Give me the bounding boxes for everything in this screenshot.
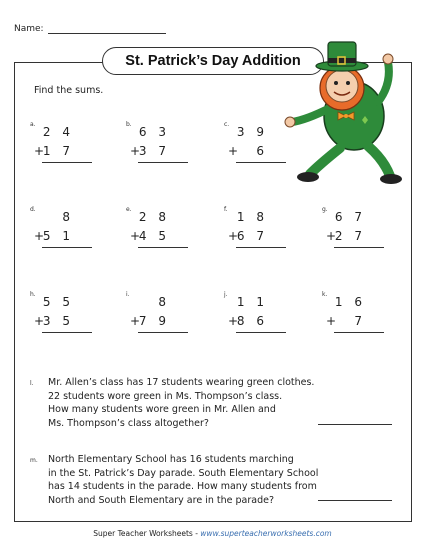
addend-bottom: 4 5 [138,229,170,243]
footer-url-link[interactable]: www.superteacherworksheets.com [200,529,332,538]
problem-letter: b. [126,121,132,128]
addend-top: 2 8 [138,210,170,224]
plus-sign: + [227,229,238,243]
word-problem-line: 22 students wore green in Ms. Thompson’s class. [48,390,283,402]
addition-problem [322,291,392,341]
problem-letter: m. [30,457,38,464]
addend-top: 1 8 [236,210,268,224]
plus-sign: + [33,314,44,328]
sum-line [334,247,384,248]
problem-letter: h. [30,291,36,298]
addend-bottom: 3 7 [138,144,170,158]
addend-top: 6 3 [138,125,170,139]
sum-line [42,332,92,333]
sum-line [42,247,92,248]
addend-top: 8 [158,295,170,309]
sum-line [138,247,188,248]
addition-problem [126,206,196,256]
addend-top: 6 7 [334,210,366,224]
plus-sign: + [33,144,44,158]
word-problem-line: How many students wore green in Mr. Allen and [48,404,276,415]
sum-line [334,332,384,333]
addition-problem [224,291,294,341]
plus-sign: + [129,314,140,328]
addend-bottom: 7 9 [138,314,170,328]
instructions: Find the sums. [34,85,104,96]
plus-sign: + [129,229,140,243]
addend-top: 3 9 [236,125,268,139]
addend-top: 2 4 [42,125,74,139]
addend-top: 1 6 [334,295,366,309]
problem-letter: f. [224,206,228,213]
addend-top: 1 1 [236,295,268,309]
footer [0,529,425,538]
plus-sign: + [325,229,336,243]
addition-problem [322,206,392,256]
plus-sign: + [129,144,140,158]
worksheet-title: St. Patrick’s Day Addition [102,47,324,75]
word-problem-line: Mr. Allen’s class has 17 students wearing green clothes. [48,377,315,388]
addition-problem [224,121,294,171]
addend-bottom: 8 6 [236,314,268,328]
sum-line [236,332,286,333]
addition-problem [126,121,196,171]
problem-letter: d. [30,206,36,213]
plus-sign: + [33,229,44,243]
problem-letter: a. [30,121,36,128]
problem-letter: c. [224,121,230,128]
problem-letter: j. [224,291,228,298]
addend-bottom: 5 1 [42,229,74,243]
leprechaun-illustration [280,36,410,196]
addend-bottom: 3 5 [42,314,74,328]
addend-top: 8 [62,210,74,224]
sum-line [236,247,286,248]
plus-sign: + [227,144,238,158]
problem-letter: i. [126,291,130,298]
addend-top: 5 5 [42,295,74,309]
problem-letter: l. [30,380,34,387]
addition-problem [30,291,100,341]
addend-bottom: 7 [354,314,366,328]
word-problem-line: in the St. Patrick’s Day parade. South Elementary School [48,467,319,479]
addition-problem [30,121,100,171]
sum-line [138,162,188,163]
addend-bottom: 6 7 [236,229,268,243]
plus-sign: + [325,314,336,328]
addend-bottom: 1 7 [42,144,74,158]
addend-bottom: 2 7 [334,229,366,243]
name-label: Name: [14,24,44,34]
footer-separator: - [192,529,201,538]
word-problem-line: North and South Elementary are in the parade? [48,494,274,506]
footer-brand: Super Teacher Worksheets [93,529,193,538]
problem-letter: g. [322,206,328,213]
answer-line [318,500,392,501]
addition-problem [126,291,196,341]
sum-line [42,162,92,163]
problem-letter: e. [126,206,132,213]
addend-bottom: 6 [256,144,268,158]
plus-sign: + [227,314,238,328]
sum-line [138,332,188,333]
answer-line [318,424,392,425]
addition-problem [30,206,100,256]
sum-line [236,162,286,163]
word-problem-line: Ms. Thompson’s class altogether? [48,417,209,429]
addition-problem [224,206,294,256]
problem-letter: k. [322,291,328,298]
word-problem-line: has 14 students in the parade. How many students from [48,481,317,492]
word-problem-line: North Elementary School has 16 students marching [48,454,294,465]
name-line [48,33,166,34]
